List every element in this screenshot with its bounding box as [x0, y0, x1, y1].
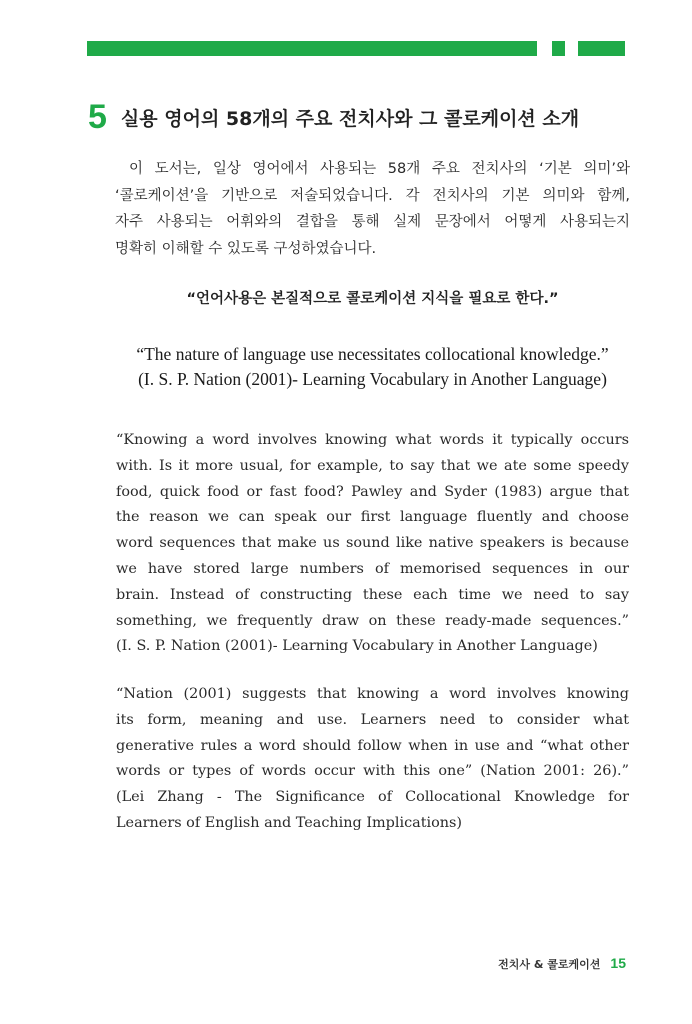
header-bar-square — [552, 41, 565, 56]
paragraph-line: food, quick food or fast food? Pawley and Syder (1983) argue that — [116, 483, 629, 500]
paragraph-line: we have stored large numbers of memorised sequences in our — [116, 560, 629, 577]
intro-line: ‘콜로케이션’을 기반으로 저술되었습니다. 각 전치사의 기본 의미와 함께, — [115, 187, 630, 204]
paragraph-line: “Nation (2001) suggests that knowing a word involves knowing — [116, 686, 629, 702]
paragraph-line: the reason we can speak our first language fluently and choose — [116, 509, 629, 526]
header-bar — [87, 41, 537, 56]
paragraph-line: its form, meaning and use. Learners need to consider what — [116, 711, 629, 728]
paragraph-line: brain. Instead of constructing these each time we need to say — [116, 586, 629, 603]
page-number: 15 — [610, 955, 626, 971]
citation-paragraph-1 — [116, 428, 629, 660]
paragraph-line: something, we frequently draw on these ready-made sequences.” — [116, 612, 629, 629]
header-bar-end — [578, 41, 625, 56]
section-number: 5 — [88, 98, 107, 136]
paragraph-line: (I. S. P. Nation (2001)- Learning Vocabulary in Another Language) — [116, 638, 598, 655]
paragraph-line: word sequences that make us sound like native speakers is because — [116, 535, 629, 552]
paragraph-line: (Lei Zhang - The Significance of Collocational Knowledge for — [116, 789, 629, 806]
korean-quote: “언어사용은 본질적으로 콜로케이션 지식을 필요로 한다.” — [186, 291, 559, 307]
intro-line: 명확히 이해할 수 있도록 구성하였습니다. — [115, 240, 377, 257]
paragraph-line: generative rules a word should follow when in use and “what other — [116, 737, 629, 754]
english-quote-text: “The nature of language use necessitates collocational knowledge.” — [136, 344, 609, 364]
english-quote — [110, 342, 635, 392]
section-heading — [88, 100, 648, 134]
intro-line: 이 도서는, 일상 영어에서 사용되는 58개 주요 전치사의 ‘기본 의미’와 — [129, 161, 630, 177]
citation-paragraph-2 — [116, 682, 629, 837]
paragraph-line: words or types of words occur with this one” (Nation 2001: 26).” — [116, 763, 629, 780]
paragraph-line: with. Is it more usual, for example, to say that we ate some speedy — [116, 457, 629, 474]
intro-line: 자주 사용되는 어휘와의 결합을 통해 실제 문장에서 어떻게 사용되는지 — [115, 214, 630, 230]
intro-paragraph — [115, 156, 630, 262]
footer-label: 전치사 & 콜로케이션 — [498, 958, 601, 971]
page-footer — [498, 955, 626, 972]
section-title: 실용 영어의 58개의 주요 전치사와 그 콜로케이션 소개 — [120, 107, 580, 130]
paragraph-line: “Knowing a word involves knowing what words it typically occurs — [116, 432, 629, 448]
english-quote-source: (I. S. P. Nation (2001)- Learning Vocabulary in Another Language) — [138, 369, 607, 389]
paragraph-line: Learners of English and Teaching Implications) — [116, 814, 463, 831]
